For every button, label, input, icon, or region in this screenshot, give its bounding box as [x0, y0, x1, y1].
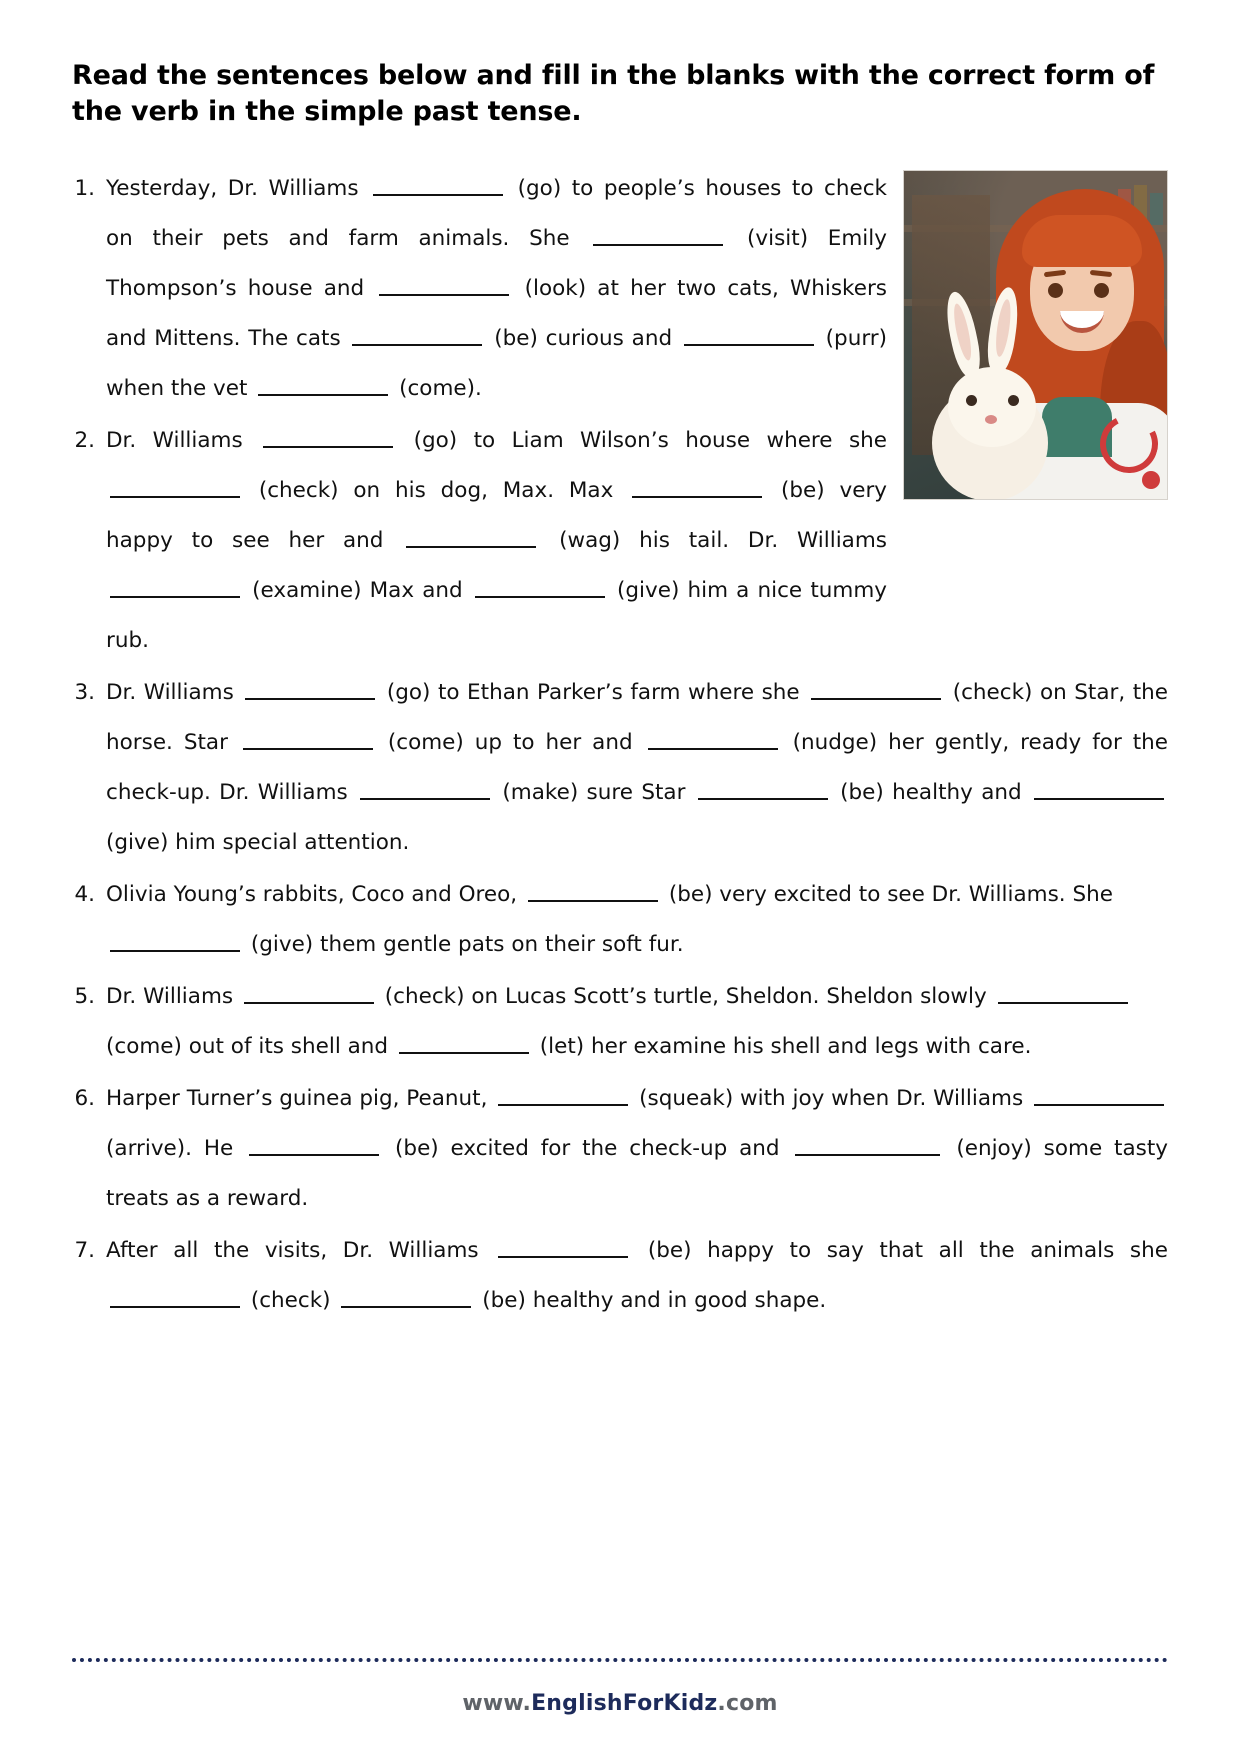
sentence-segment: Dr. Williams: [106, 680, 234, 706]
answer-blank[interactable]: [406, 526, 536, 548]
sentence-segment: (go) to Liam Wilson’s house where she: [413, 428, 888, 454]
sentence-segment: (make) sure Star: [502, 780, 686, 806]
answer-blank[interactable]: [249, 1134, 379, 1156]
veterinarian-illustration: [903, 170, 1168, 500]
answer-blank[interactable]: [263, 426, 393, 448]
question-text: [106, 164, 887, 414]
question-item: [72, 164, 887, 414]
sentence-segment: (give) him a nice tummy rub.: [106, 578, 887, 654]
question-number: 6.: [74, 1086, 95, 1112]
sentence-segment: (come) up to her and: [387, 730, 633, 756]
sentence-segment: (be) very excited to see Dr. Williams. She: [668, 882, 1113, 908]
answer-blank[interactable]: [632, 476, 762, 498]
answer-blank[interactable]: [341, 1286, 471, 1308]
sentence-segment: (come) out of its shell and: [106, 1034, 389, 1060]
sentence-segment: (go) to people’s houses to check on their pets and farm animals. She: [106, 176, 887, 252]
footer-prefix: www.: [462, 1691, 532, 1716]
sentence-segment: (squeak) with joy when Dr. Williams: [639, 1086, 1024, 1112]
sentence-segment: (purr) when the vet: [106, 326, 888, 402]
sentence-segment: (be) excited for the check-up and: [395, 1136, 780, 1162]
answer-blank[interactable]: [684, 324, 814, 346]
sentence-segment: (visit) Emily Thompson’s house and: [106, 226, 887, 302]
answer-blank[interactable]: [110, 576, 240, 598]
sentence-segment: (enjoy) some tasty treats as a reward.: [106, 1136, 1169, 1212]
footer-website[interactable]: [0, 1691, 1240, 1716]
answer-blank[interactable]: [243, 728, 373, 750]
sentence-segment: (come).: [399, 376, 482, 402]
question-number: 4.: [74, 882, 95, 908]
sentence-segment: Dr. Williams: [106, 428, 243, 454]
sentence-segment: (check): [250, 1288, 331, 1314]
answer-blank[interactable]: [352, 324, 482, 346]
sentence-segment: Yesterday, Dr. Williams: [106, 176, 359, 202]
question-text: [106, 972, 1168, 1072]
answer-blank[interactable]: [698, 778, 828, 800]
question-number: 7.: [74, 1238, 95, 1264]
answer-blank[interactable]: [379, 274, 509, 296]
sentence-segment: (be) very happy to see her and: [106, 478, 888, 554]
sentence-segment: (examine) Max and: [252, 578, 463, 604]
question-text: [106, 416, 887, 666]
question-item: [72, 1074, 1168, 1224]
sentence-segment: Harper Turner’s guinea pig, Peanut,: [106, 1086, 488, 1112]
footer-divider: [72, 1658, 1168, 1662]
sentence-segment: Olivia Young’s rabbits, Coco and Oreo,: [106, 882, 518, 908]
footer-brand: EnglishForKidz: [531, 1691, 718, 1716]
sentence-segment: (be) happy to say that all the animals she: [647, 1238, 1168, 1264]
page-title: Read the sentences below and fill in the blanks with the correct form of the verb in the simple past tense.: [72, 60, 1155, 128]
question-text: [106, 870, 1168, 970]
answer-blank[interactable]: [258, 374, 388, 396]
question-text: [106, 1226, 1168, 1326]
question-item: [72, 972, 1168, 1072]
answer-blank[interactable]: [795, 1134, 940, 1156]
answer-blank[interactable]: [360, 778, 490, 800]
answer-blank[interactable]: [244, 982, 374, 1004]
answer-blank[interactable]: [1034, 778, 1164, 800]
sentence-segment: (be) healthy and in good shape.: [482, 1288, 827, 1314]
sentence-segment: (be) healthy and: [840, 780, 1022, 806]
sentence-segment: (look) at her two cats, Whiskers and Mittens. The cats: [106, 276, 887, 352]
sentence-segment: (check) on Lucas Scott’s turtle, Sheldon. Sheldon slowly: [384, 984, 987, 1010]
answer-blank[interactable]: [110, 476, 240, 498]
answer-blank[interactable]: [811, 678, 941, 700]
sentence-segment: (arrive). He: [106, 1136, 234, 1162]
answer-blank[interactable]: [245, 678, 375, 700]
sentence-segment: (wag) his tail. Dr. Williams: [559, 528, 888, 554]
question-number: 5.: [74, 984, 95, 1010]
question-item: [72, 1226, 1168, 1326]
book-icon: [1150, 193, 1163, 225]
sentence-segment: (check) on his dog, Max. Max: [258, 478, 614, 504]
answer-blank[interactable]: [998, 982, 1128, 1004]
answer-blank[interactable]: [498, 1236, 628, 1258]
answer-blank[interactable]: [399, 1032, 529, 1054]
question-item: [72, 416, 887, 666]
answer-blank[interactable]: [110, 930, 240, 952]
sentence-segment: (check) on Star, the horse. Star: [106, 680, 1168, 756]
question-number: 1.: [74, 176, 95, 202]
sentence-segment: (give) them gentle pats on their soft fur.: [250, 932, 684, 958]
question-text: [106, 1074, 1168, 1224]
sentence-segment: (let) her examine his shell and legs with care.: [539, 1034, 1032, 1060]
question-number: 3.: [74, 680, 95, 706]
answer-blank[interactable]: [475, 576, 605, 598]
question-text: [106, 668, 1168, 868]
answer-blank[interactable]: [498, 1084, 628, 1106]
footer-suffix: .com: [717, 1691, 778, 1716]
sentence-segment: (nudge) her gently, ready for the check-up. Dr. Williams: [106, 730, 1169, 806]
sentence-segment: (give) him special attention.: [106, 830, 410, 856]
rabbit-head: [948, 367, 1036, 447]
answer-blank[interactable]: [373, 174, 503, 196]
sentence-segment: (be) curious and: [494, 326, 673, 352]
question-number: 2.: [74, 428, 95, 454]
answer-blank[interactable]: [648, 728, 778, 750]
answer-blank[interactable]: [110, 1286, 240, 1308]
fringe-shape: [1022, 215, 1142, 267]
sentence-segment: After all the visits, Dr. Williams: [106, 1238, 479, 1264]
answer-blank[interactable]: [1034, 1084, 1164, 1106]
sentence-segment: (go) to Ethan Parker’s farm where she: [386, 680, 800, 706]
answer-blank[interactable]: [528, 880, 658, 902]
sentence-segment: Dr. Williams: [106, 984, 234, 1010]
question-item: [72, 668, 1168, 868]
answer-blank[interactable]: [593, 224, 723, 246]
question-item: [72, 870, 1168, 970]
